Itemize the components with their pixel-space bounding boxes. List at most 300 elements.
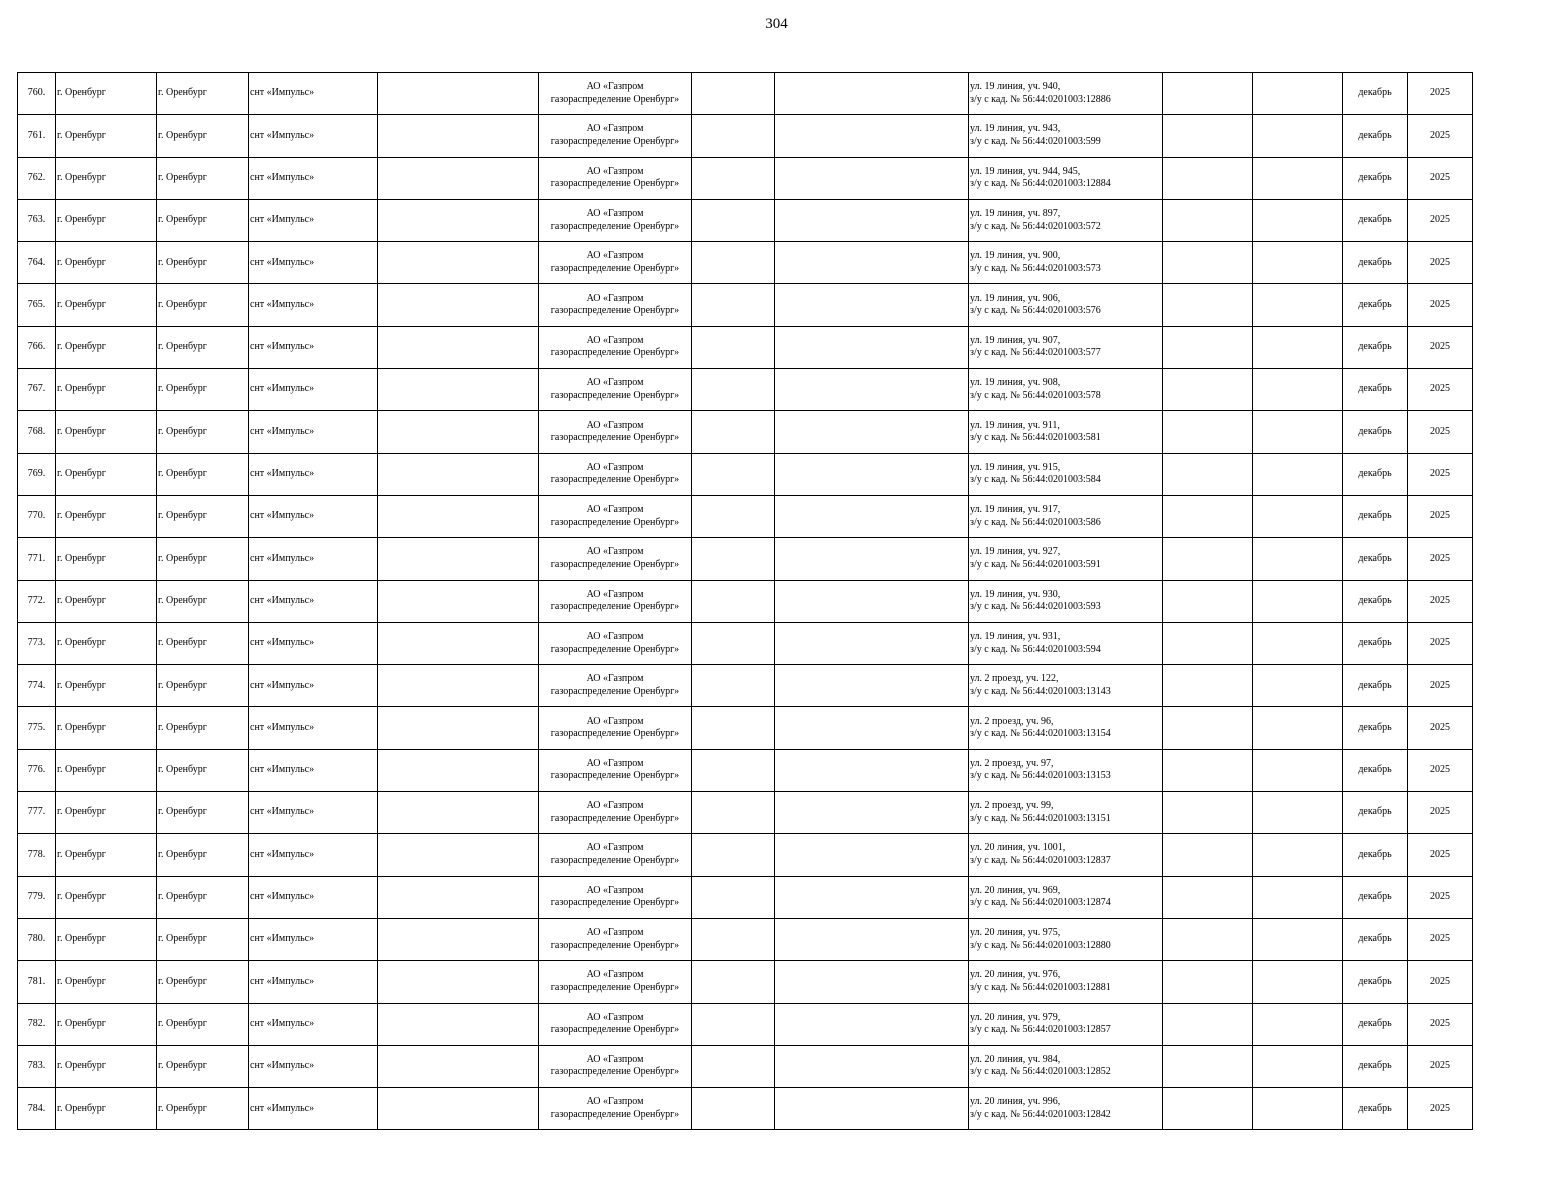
address-line-1: ул. 20 линия, уч. 969, <box>970 884 1061 896</box>
snt-cell: снт «Импульс» <box>249 876 378 918</box>
empty-cell <box>775 1088 969 1130</box>
table-row <box>18 918 1473 960</box>
empty-cell <box>1253 918 1343 960</box>
year-cell: 2025 <box>1408 707 1473 749</box>
organization-line-1: АО «Газпром <box>586 504 644 516</box>
municipality-cell: г. Оренбург <box>56 538 157 580</box>
empty-cell <box>1163 453 1253 495</box>
month-cell: декабрь <box>1343 369 1408 411</box>
year-cell: 2025 <box>1408 157 1473 199</box>
table-row <box>18 115 1473 157</box>
snt-cell: снт «Импульс» <box>249 73 378 115</box>
cadastral-number: з/у с кад. № 56:44:0201003:578 <box>970 389 1101 401</box>
empty-cell <box>378 622 539 664</box>
year-cell: 2025 <box>1408 73 1473 115</box>
month-cell: декабрь <box>1343 538 1408 580</box>
empty-cell <box>378 834 539 876</box>
organization-line-2: газораспределение Оренбург» <box>550 1024 680 1036</box>
empty-cell <box>378 961 539 1003</box>
address-cell <box>969 199 1163 241</box>
empty-cell <box>378 284 539 326</box>
month-cell: декабрь <box>1343 242 1408 284</box>
empty-cell <box>1253 665 1343 707</box>
empty-cell <box>378 749 539 791</box>
municipality-cell: г. Оренбург <box>56 157 157 199</box>
empty-cell <box>775 199 969 241</box>
empty-cell <box>775 495 969 537</box>
organization-cell <box>539 1088 692 1130</box>
empty-cell <box>692 242 775 284</box>
organization-cell <box>539 242 692 284</box>
empty-cell <box>378 876 539 918</box>
address-cell <box>969 369 1163 411</box>
organization-line-2: газораспределение Оренбург» <box>550 897 680 909</box>
address-line-1: ул. 19 линия, уч. 915, <box>970 461 1061 473</box>
month-cell: декабрь <box>1343 1003 1408 1045</box>
empty-cell <box>1163 326 1253 368</box>
organization-line-2: газораспределение Оренбург» <box>550 220 680 232</box>
empty-cell <box>1163 961 1253 1003</box>
year-cell: 2025 <box>1408 453 1473 495</box>
settlement-cell: г. Оренбург <box>157 369 249 411</box>
table-row <box>18 792 1473 834</box>
empty-cell <box>1163 73 1253 115</box>
settlement-cell: г. Оренбург <box>157 622 249 664</box>
row-number: 780. <box>18 918 56 960</box>
cadastral-number: з/у с кад. № 56:44:0201003:13143 <box>970 685 1111 697</box>
municipality-cell: г. Оренбург <box>56 73 157 115</box>
organization-line-2: газораспределение Оренбург» <box>550 1066 680 1078</box>
empty-cell <box>1163 495 1253 537</box>
snt-cell: снт «Импульс» <box>249 749 378 791</box>
empty-cell <box>1163 918 1253 960</box>
organization-cell <box>539 580 692 622</box>
settlement-cell: г. Оренбург <box>157 665 249 707</box>
month-cell: декабрь <box>1343 961 1408 1003</box>
organization-line-1: АО «Газпром <box>586 292 644 304</box>
empty-cell <box>1253 1045 1343 1087</box>
address-line-1: ул. 19 линия, уч. 917, <box>970 504 1061 516</box>
organization-line-2: газораспределение Оренбург» <box>550 135 680 147</box>
row-number: 765. <box>18 284 56 326</box>
empty-cell <box>775 453 969 495</box>
address-cell <box>969 115 1163 157</box>
row-number: 771. <box>18 538 56 580</box>
organization-cell <box>539 453 692 495</box>
organization-cell <box>539 411 692 453</box>
empty-cell <box>1253 792 1343 834</box>
organization-cell <box>539 73 692 115</box>
snt-cell: снт «Импульс» <box>249 284 378 326</box>
year-cell: 2025 <box>1408 961 1473 1003</box>
year-cell: 2025 <box>1408 749 1473 791</box>
settlement-cell: г. Оренбург <box>157 834 249 876</box>
organization-line-1: АО «Газпром <box>586 715 644 727</box>
empty-cell <box>1163 538 1253 580</box>
empty-cell <box>692 1003 775 1045</box>
municipality-cell: г. Оренбург <box>56 411 157 453</box>
organization-line-2: газораспределение Оренбург» <box>550 1108 680 1120</box>
organization-line-1: АО «Газпром <box>586 673 644 685</box>
empty-cell <box>378 918 539 960</box>
year-cell: 2025 <box>1408 580 1473 622</box>
month-cell: декабрь <box>1343 73 1408 115</box>
table-body <box>18 73 1473 1130</box>
organization-line-1: АО «Газпром <box>586 757 644 769</box>
snt-cell: снт «Импульс» <box>249 242 378 284</box>
municipality-cell: г. Оренбург <box>56 242 157 284</box>
organization-line-2: газораспределение Оренбург» <box>550 770 680 782</box>
organization-line-1: АО «Газпром <box>586 842 644 854</box>
snt-cell: снт «Импульс» <box>249 1003 378 1045</box>
empty-cell <box>775 157 969 199</box>
address-cell <box>969 665 1163 707</box>
table-row <box>18 157 1473 199</box>
address-cell <box>969 538 1163 580</box>
address-cell <box>969 707 1163 749</box>
snt-cell: снт «Импульс» <box>249 369 378 411</box>
empty-cell <box>378 73 539 115</box>
empty-cell <box>1163 707 1253 749</box>
snt-cell: снт «Импульс» <box>249 495 378 537</box>
organization-line-2: газораспределение Оренбург» <box>550 685 680 697</box>
table-row <box>18 665 1473 707</box>
organization-cell <box>539 115 692 157</box>
month-cell: декабрь <box>1343 792 1408 834</box>
table-row <box>18 707 1473 749</box>
cadastral-number: з/у с кад. № 56:44:0201003:572 <box>970 220 1101 232</box>
year-cell: 2025 <box>1408 538 1473 580</box>
empty-cell <box>378 411 539 453</box>
empty-cell <box>775 1045 969 1087</box>
table-row <box>18 242 1473 284</box>
empty-cell <box>1253 1088 1343 1130</box>
settlement-cell: г. Оренбург <box>157 707 249 749</box>
snt-cell: снт «Импульс» <box>249 538 378 580</box>
empty-cell <box>1253 749 1343 791</box>
table-row <box>18 834 1473 876</box>
organization-cell <box>539 1003 692 1045</box>
empty-cell <box>775 326 969 368</box>
empty-cell <box>1253 834 1343 876</box>
settlement-cell: г. Оренбург <box>157 961 249 1003</box>
empty-cell <box>775 622 969 664</box>
table-row <box>18 749 1473 791</box>
month-cell: декабрь <box>1343 453 1408 495</box>
row-number: 781. <box>18 961 56 1003</box>
address-line-1: ул. 19 линия, уч. 944, 945, <box>970 165 1081 177</box>
empty-cell <box>692 538 775 580</box>
address-cell <box>969 834 1163 876</box>
snt-cell: снт «Импульс» <box>249 961 378 1003</box>
row-number: 763. <box>18 199 56 241</box>
empty-cell <box>1163 411 1253 453</box>
organization-cell <box>539 326 692 368</box>
organization-line-1: АО «Газпром <box>586 123 644 135</box>
empty-cell <box>1253 876 1343 918</box>
cadastral-number: з/у с кад. № 56:44:0201003:576 <box>970 305 1101 317</box>
empty-cell <box>692 284 775 326</box>
organization-cell <box>539 707 692 749</box>
row-number: 769. <box>18 453 56 495</box>
organization-line-2: газораспределение Оренбург» <box>550 939 680 951</box>
year-cell: 2025 <box>1408 622 1473 664</box>
settlement-cell: г. Оренбург <box>157 453 249 495</box>
address-line-1: ул. 19 линия, уч. 907, <box>970 334 1061 346</box>
snt-cell: снт «Импульс» <box>249 918 378 960</box>
cadastral-number: з/у с кад. № 56:44:0201003:12842 <box>970 1108 1111 1120</box>
address-line-1: ул. 20 линия, уч. 975, <box>970 927 1061 939</box>
municipality-cell: г. Оренбург <box>56 1003 157 1045</box>
organization-cell <box>539 876 692 918</box>
cadastral-number: з/у с кад. № 56:44:0201003:581 <box>970 432 1101 444</box>
snt-cell: снт «Импульс» <box>249 326 378 368</box>
table-row <box>18 876 1473 918</box>
empty-cell <box>775 411 969 453</box>
snt-cell: снт «Импульс» <box>249 453 378 495</box>
empty-cell <box>1253 369 1343 411</box>
empty-cell <box>775 792 969 834</box>
table-row <box>18 1003 1473 1045</box>
empty-cell <box>1163 242 1253 284</box>
municipality-cell: г. Оренбург <box>56 918 157 960</box>
table-row <box>18 538 1473 580</box>
organization-line-2: газораспределение Оренбург» <box>550 389 680 401</box>
year-cell: 2025 <box>1408 199 1473 241</box>
municipality-cell: г. Оренбург <box>56 369 157 411</box>
organization-line-2: газораспределение Оренбург» <box>550 347 680 359</box>
empty-cell <box>692 665 775 707</box>
organization-line-2: газораспределение Оренбург» <box>550 601 680 613</box>
empty-cell <box>775 918 969 960</box>
address-line-1: ул. 19 линия, уч. 908, <box>970 377 1061 389</box>
empty-cell <box>775 538 969 580</box>
address-cell <box>969 961 1163 1003</box>
empty-cell <box>692 115 775 157</box>
row-number: 774. <box>18 665 56 707</box>
address-line-1: ул. 19 линия, уч. 911, <box>970 419 1060 431</box>
cadastral-number: з/у с кад. № 56:44:0201003:12880 <box>970 939 1111 951</box>
empty-cell <box>692 792 775 834</box>
organization-line-1: АО «Газпром <box>586 1096 644 1108</box>
address-line-1: ул. 19 линия, уч. 943, <box>970 123 1061 135</box>
row-number: 767. <box>18 369 56 411</box>
month-cell: декабрь <box>1343 495 1408 537</box>
empty-cell <box>1163 792 1253 834</box>
organization-cell <box>539 834 692 876</box>
empty-cell <box>775 749 969 791</box>
address-line-1: ул. 19 линия, уч. 930, <box>970 588 1061 600</box>
organization-line-2: газораспределение Оренбург» <box>550 854 680 866</box>
municipality-cell: г. Оренбург <box>56 495 157 537</box>
empty-cell <box>692 453 775 495</box>
municipality-cell: г. Оренбург <box>56 961 157 1003</box>
empty-cell <box>378 792 539 834</box>
empty-cell <box>1163 749 1253 791</box>
address-cell <box>969 495 1163 537</box>
address-line-1: ул. 20 линия, уч. 1001, <box>970 842 1066 854</box>
row-number: 782. <box>18 1003 56 1045</box>
row-number: 775. <box>18 707 56 749</box>
organization-cell <box>539 749 692 791</box>
empty-cell <box>1253 326 1343 368</box>
empty-cell <box>1253 580 1343 622</box>
year-cell: 2025 <box>1408 1088 1473 1130</box>
empty-cell <box>1253 495 1343 537</box>
address-cell <box>969 918 1163 960</box>
empty-cell <box>378 1088 539 1130</box>
address-cell <box>969 1045 1163 1087</box>
address-line-1: ул. 20 линия, уч. 979, <box>970 1011 1061 1023</box>
organization-cell <box>539 495 692 537</box>
empty-cell <box>1163 1003 1253 1045</box>
empty-cell <box>378 115 539 157</box>
address-line-1: ул. 19 линия, уч. 931, <box>970 631 1061 642</box>
empty-cell <box>775 665 969 707</box>
empty-cell <box>692 1088 775 1130</box>
organization-line-1: АО «Газпром <box>586 927 644 939</box>
empty-cell <box>378 453 539 495</box>
organization-line-2: газораспределение Оренбург» <box>550 728 680 740</box>
year-cell: 2025 <box>1408 792 1473 834</box>
empty-cell <box>775 73 969 115</box>
empty-cell <box>378 1003 539 1045</box>
snt-cell: снт «Импульс» <box>249 411 378 453</box>
empty-cell <box>1253 73 1343 115</box>
empty-cell <box>692 411 775 453</box>
organization-line-1: АО «Газпром <box>586 208 644 220</box>
year-cell: 2025 <box>1408 665 1473 707</box>
row-number: 764. <box>18 242 56 284</box>
organization-line-1: АО «Газпром <box>586 588 644 600</box>
row-number: 760. <box>18 73 56 115</box>
empty-cell <box>775 876 969 918</box>
address-cell <box>969 580 1163 622</box>
empty-cell <box>378 495 539 537</box>
empty-cell <box>1253 622 1343 664</box>
municipality-cell: г. Оренбург <box>56 1088 157 1130</box>
empty-cell <box>378 665 539 707</box>
table-row <box>18 369 1473 411</box>
address-line-1: ул. 19 линия, уч. 940, <box>970 81 1061 93</box>
empty-cell <box>692 834 775 876</box>
organization-line-1: АО «Газпром <box>586 419 644 431</box>
settlement-cell: г. Оренбург <box>157 749 249 791</box>
address-cell <box>969 326 1163 368</box>
cadastral-number: з/у с кад. № 56:44:0201003:13153 <box>970 770 1111 782</box>
year-cell: 2025 <box>1408 1003 1473 1045</box>
row-number: 770. <box>18 495 56 537</box>
cadastral-number: з/у с кад. № 56:44:0201003:591 <box>970 558 1101 570</box>
municipality-cell: г. Оренбург <box>56 792 157 834</box>
empty-cell <box>1163 115 1253 157</box>
empty-cell <box>1163 876 1253 918</box>
cadastral-number: з/у с кад. № 56:44:0201003:12884 <box>970 178 1111 190</box>
empty-cell <box>692 369 775 411</box>
empty-cell <box>692 622 775 664</box>
address-line-1: ул. 2 проезд, уч. 96, <box>970 715 1054 727</box>
address-line-1: ул. 19 линия, уч. 897, <box>970 208 1061 220</box>
municipality-cell: г. Оренбург <box>56 199 157 241</box>
row-number: 766. <box>18 326 56 368</box>
row-number: 761. <box>18 115 56 157</box>
row-number: 777. <box>18 792 56 834</box>
empty-cell <box>692 961 775 1003</box>
empty-cell <box>692 326 775 368</box>
month-cell: декабрь <box>1343 115 1408 157</box>
address-line-1: ул. 2 проезд, уч. 122, <box>970 673 1059 685</box>
organization-cell <box>539 665 692 707</box>
empty-cell <box>1253 199 1343 241</box>
address-cell <box>969 792 1163 834</box>
month-cell: декабрь <box>1343 326 1408 368</box>
empty-cell <box>1163 284 1253 326</box>
month-cell: декабрь <box>1343 284 1408 326</box>
address-line-1: ул. 20 линия, уч. 976, <box>970 969 1061 981</box>
year-cell: 2025 <box>1408 115 1473 157</box>
cadastral-number: з/у с кад. № 56:44:0201003:12852 <box>970 1066 1111 1078</box>
organization-line-2: газораспределение Оренбург» <box>550 643 680 655</box>
empty-cell <box>1163 157 1253 199</box>
address-cell <box>969 749 1163 791</box>
empty-cell <box>1163 665 1253 707</box>
empty-cell <box>692 73 775 115</box>
year-cell: 2025 <box>1408 326 1473 368</box>
cadastral-number: з/у с кад. № 56:44:0201003:12881 <box>970 981 1111 993</box>
empty-cell <box>692 495 775 537</box>
empty-cell <box>1253 115 1343 157</box>
municipality-cell: г. Оренбург <box>56 665 157 707</box>
municipality-cell: г. Оренбург <box>56 453 157 495</box>
organization-line-1: АО «Газпром <box>586 377 644 389</box>
settlement-cell: г. Оренбург <box>157 876 249 918</box>
empty-cell <box>1163 1088 1253 1130</box>
organization-cell <box>539 199 692 241</box>
table-row <box>18 73 1473 115</box>
settlement-cell: г. Оренбург <box>157 1088 249 1130</box>
empty-cell <box>692 199 775 241</box>
cadastral-number: з/у с кад. № 56:44:0201003:13151 <box>970 812 1111 824</box>
organization-line-2: газораспределение Оренбург» <box>550 93 680 105</box>
snt-cell: снт «Импульс» <box>249 115 378 157</box>
organization-line-2: газораспределение Оренбург» <box>550 981 680 993</box>
empty-cell <box>775 580 969 622</box>
empty-cell <box>1253 538 1343 580</box>
organization-line-1: АО «Газпром <box>586 884 644 896</box>
organization-line-2: газораспределение Оренбург» <box>550 432 680 444</box>
snt-cell: снт «Импульс» <box>249 834 378 876</box>
month-cell: декабрь <box>1343 1088 1408 1130</box>
cadastral-number: з/у с кад. № 56:44:0201003:573 <box>970 262 1101 274</box>
table-row <box>18 284 1473 326</box>
snt-cell: снт «Импульс» <box>249 622 378 664</box>
settlement-cell: г. Оренбург <box>157 115 249 157</box>
municipality-cell: г. Оренбург <box>56 284 157 326</box>
address-line-1: ул. 2 проезд, уч. 99, <box>970 800 1054 812</box>
municipality-cell: г. Оренбург <box>56 622 157 664</box>
cadastral-number: з/у с кад. № 56:44:0201003:12874 <box>970 897 1111 909</box>
empty-cell <box>692 918 775 960</box>
settlement-cell: г. Оренбург <box>157 792 249 834</box>
empty-cell <box>1253 242 1343 284</box>
empty-cell <box>692 749 775 791</box>
empty-cell <box>1253 707 1343 749</box>
table-row <box>18 580 1473 622</box>
month-cell: декабрь <box>1343 622 1408 664</box>
organization-cell <box>539 918 692 960</box>
row-number: 784. <box>18 1088 56 1130</box>
table-row <box>18 453 1473 495</box>
